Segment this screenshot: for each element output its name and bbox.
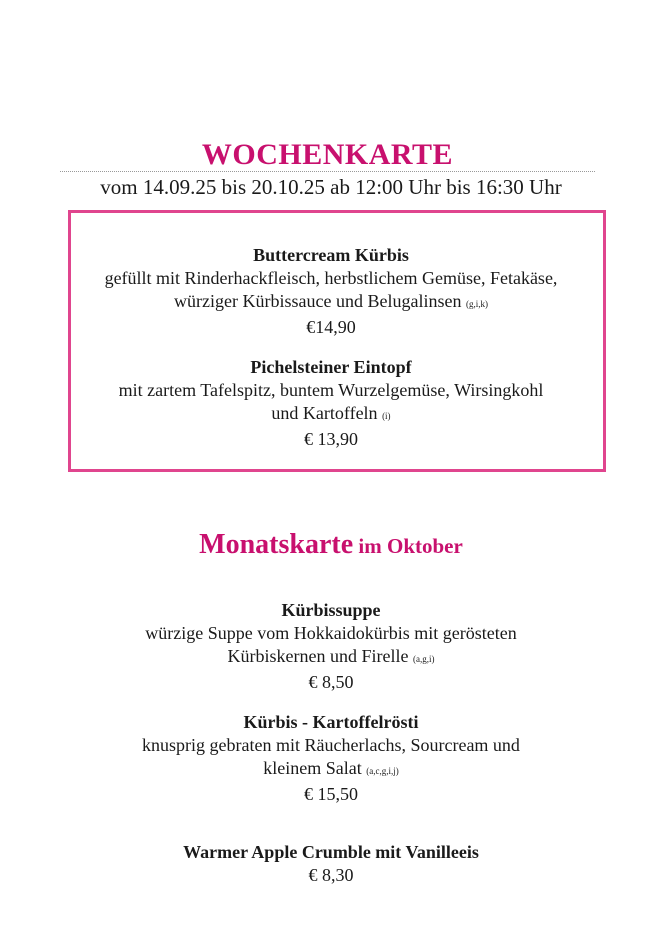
dish-price: € 15,50 <box>304 784 358 804</box>
weekly-dish <box>70 356 592 451</box>
page-title: WOCHENKARTE <box>201 138 454 171</box>
dish-description: mit zartem Tafelspitz, buntem Wurzelgemüse, Wirsingkohl <box>118 380 544 400</box>
dish-price: € 8,30 <box>308 865 354 885</box>
dish-name: Warmer Apple Crumble mit Vanilleeis <box>183 842 479 862</box>
dish-description: knusprig gebraten mit Räucherlachs, Sourcream und <box>142 735 520 755</box>
dish-description-text: würziger Kürbissauce und Belugalinsen <box>174 291 462 311</box>
allergen-codes: (a,g,i) <box>412 654 435 664</box>
dish-price: € 8,50 <box>308 672 354 692</box>
dish-description-cont <box>70 757 592 783</box>
dish-description-text: und Kartoffeln <box>271 403 378 423</box>
dotted-divider <box>60 171 595 172</box>
dish-name: Pichelsteiner Eintopf <box>250 357 412 377</box>
dish-description: würzige Suppe vom Hokkaidokürbis mit gerösteten <box>145 623 517 643</box>
dish-description: gefüllt mit Rinderhackfleisch, herbstlichem Gemüse, Fetakäse, <box>104 268 558 288</box>
monthly-dish <box>70 711 592 806</box>
allergen-codes: (a,c,g,i,j) <box>366 766 399 776</box>
monthly-dish <box>70 841 592 887</box>
date-range: vom 14.09.25 bis 20.10.25 ab 12:00 Uhr bis 16:30 Uhr <box>100 175 562 199</box>
dish-price: € 13,90 <box>304 429 358 449</box>
dish-price: €14,90 <box>306 317 356 337</box>
dish-name: Buttercream Kürbis <box>253 245 409 265</box>
dish-name: Kürbis - Kartoffelrösti <box>243 712 419 732</box>
dish-name: Kürbissuppe <box>281 600 381 620</box>
allergen-codes: (i) <box>382 411 391 421</box>
menu-header <box>60 138 595 172</box>
monthly-dish <box>70 599 592 694</box>
dish-description-text: Kürbiskernen und Firelle <box>227 646 409 666</box>
monthly-title-sub: im Oktober <box>353 534 463 558</box>
monthly-title-main: Monatskarte <box>199 529 354 560</box>
dish-description-cont <box>70 402 592 428</box>
allergen-codes: (g,i,k) <box>465 299 488 309</box>
dish-description-cont <box>70 290 592 316</box>
monthly-menu-title <box>40 528 622 566</box>
dish-description-text: kleinem Salat <box>263 758 362 778</box>
dish-description-cont <box>70 645 592 671</box>
weekly-dish <box>70 244 592 339</box>
